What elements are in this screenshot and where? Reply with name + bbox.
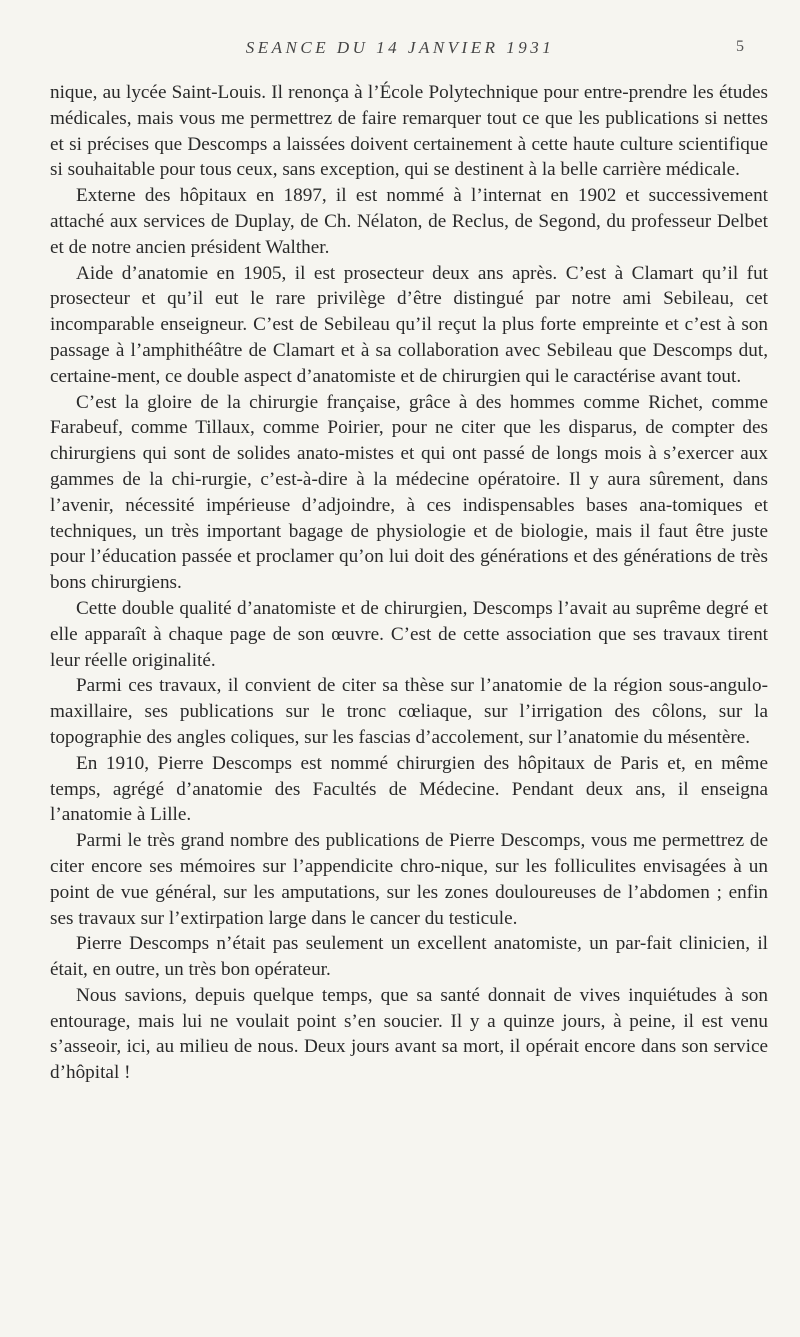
paragraph: Parmi ces travaux, il convient de citer sa thèse sur l’anatomie de la région sous-angulo-maxillaire, ses publications sur le tronc cœliaque, sur l’irrigation des côlons, sur la topographie des angles coliques, sur les fascias d’accolement, sur l’anatomie du mésentère. bbox=[50, 675, 768, 748]
paragraph: nique, au lycée Saint-Louis. Il renonça à l’École Polytechnique pour entre-prendre les études médicales, mais vous me permettrez de faire remarquer tout ce que les publications si nettes et si précises que Descomps a laissées doivent certainement à cette haute culture scientifique si souhaitable pour tous ceux, sans exception, qui se destinent à la belle carrière médicale. bbox=[50, 82, 768, 181]
paragraph: Pierre Descomps n’était pas seulement un excellent anatomiste, un par-fait clinicien, il était, en outre, un très bon opérateur. bbox=[50, 933, 768, 981]
running-title: SEANCE DU 14 JANVIER 1931 bbox=[245, 38, 555, 57]
paragraph: C’est la gloire de la chirurgie française, grâce à des hommes comme Richet, comme Farabeuf, comme Tillaux, comme Poirier, pour ne citer que les disparus, de compter des chirurgiens qui sont de solides anato-mistes et qui ont passé de longs mois à s’exercer aux gammes de la chi-rurgie, c’est-à-dire à la médecine opératoire. Il y aura sûrement, dans l’avenir, nécessité impérieuse d’adjoindre, à ces indispensables bases ana-tomiques et techniques, un très important bagage de physiologie et de biologie, mais il faut être juste pour l’éducation passée et proclamer qu’on lui doit des générations et des générations de très bons chirurgiens. bbox=[50, 391, 768, 594]
paragraph: Nous savions, depuis quelque temps, que sa santé donnait de vives inquiétudes à son entourage, mais lui ne voulait point s’en soucier. Il y a quinze jours, à peine, il est venu s’asseoir, ici, au milieu de nous. Deux jours avant sa mort, il opérait encore dans son service d’hôpital ! bbox=[50, 984, 768, 1084]
paragraph: Cette double qualité d’anatomiste et de chirurgien, Descomps l’avait au suprême degré et elle apparaît à chaque page de son œuvre. C’est de cette association que ses travaux tirent leur réelle originalité. bbox=[50, 597, 768, 671]
paragraph: Parmi le très grand nombre des publications de Pierre Descomps, vous me permettrez de citer encore ses mémoires sur l’appendicite chro-nique, sur les folliculites envisagées à un point de vue général, sur les amputations, sur les zones douloureuses de l’abdomen ; enfin ses travaux sur l’extirpation large dans le cancer du testicule. bbox=[50, 830, 768, 929]
body-text bbox=[50, 80, 768, 1086]
running-header bbox=[0, 38, 800, 62]
paragraph: Externe des hôpitaux en 1897, il est nommé à l’internat en 1902 et successivement attaché aux services de Duplay, de Ch. Nélaton, de Reclus, de Segond, du professeur Delbet et de notre ancien président Walther. bbox=[50, 185, 768, 258]
paragraph: En 1910, Pierre Descomps est nommé chirurgien des hôpitaux de Paris et, en même temps, agrégé d’anatomie des Facultés de Médecine. Pendant deux ans, il enseigna l’anatomie à Lille. bbox=[50, 752, 768, 826]
paragraph: Aide d’anatomie en 1905, il est prosecteur deux ans après. C’est à Clamart qu’il fut prosecteur et qu’il eut le rare privilège d’être distingué par notre ami Sebileau, cet incomparable enseigneur. C’est de Sebileau qu’il reçut la plus forte empreinte et c’est à son passage à l’amphithéâtre de Clamart et à sa collaboration avec Sebileau que Descomps dut, certaine-ment, ce double aspect d’anatomiste et de chirurgien qui le caractérise avant tout. bbox=[50, 262, 768, 387]
page-number: 5 bbox=[736, 38, 744, 55]
